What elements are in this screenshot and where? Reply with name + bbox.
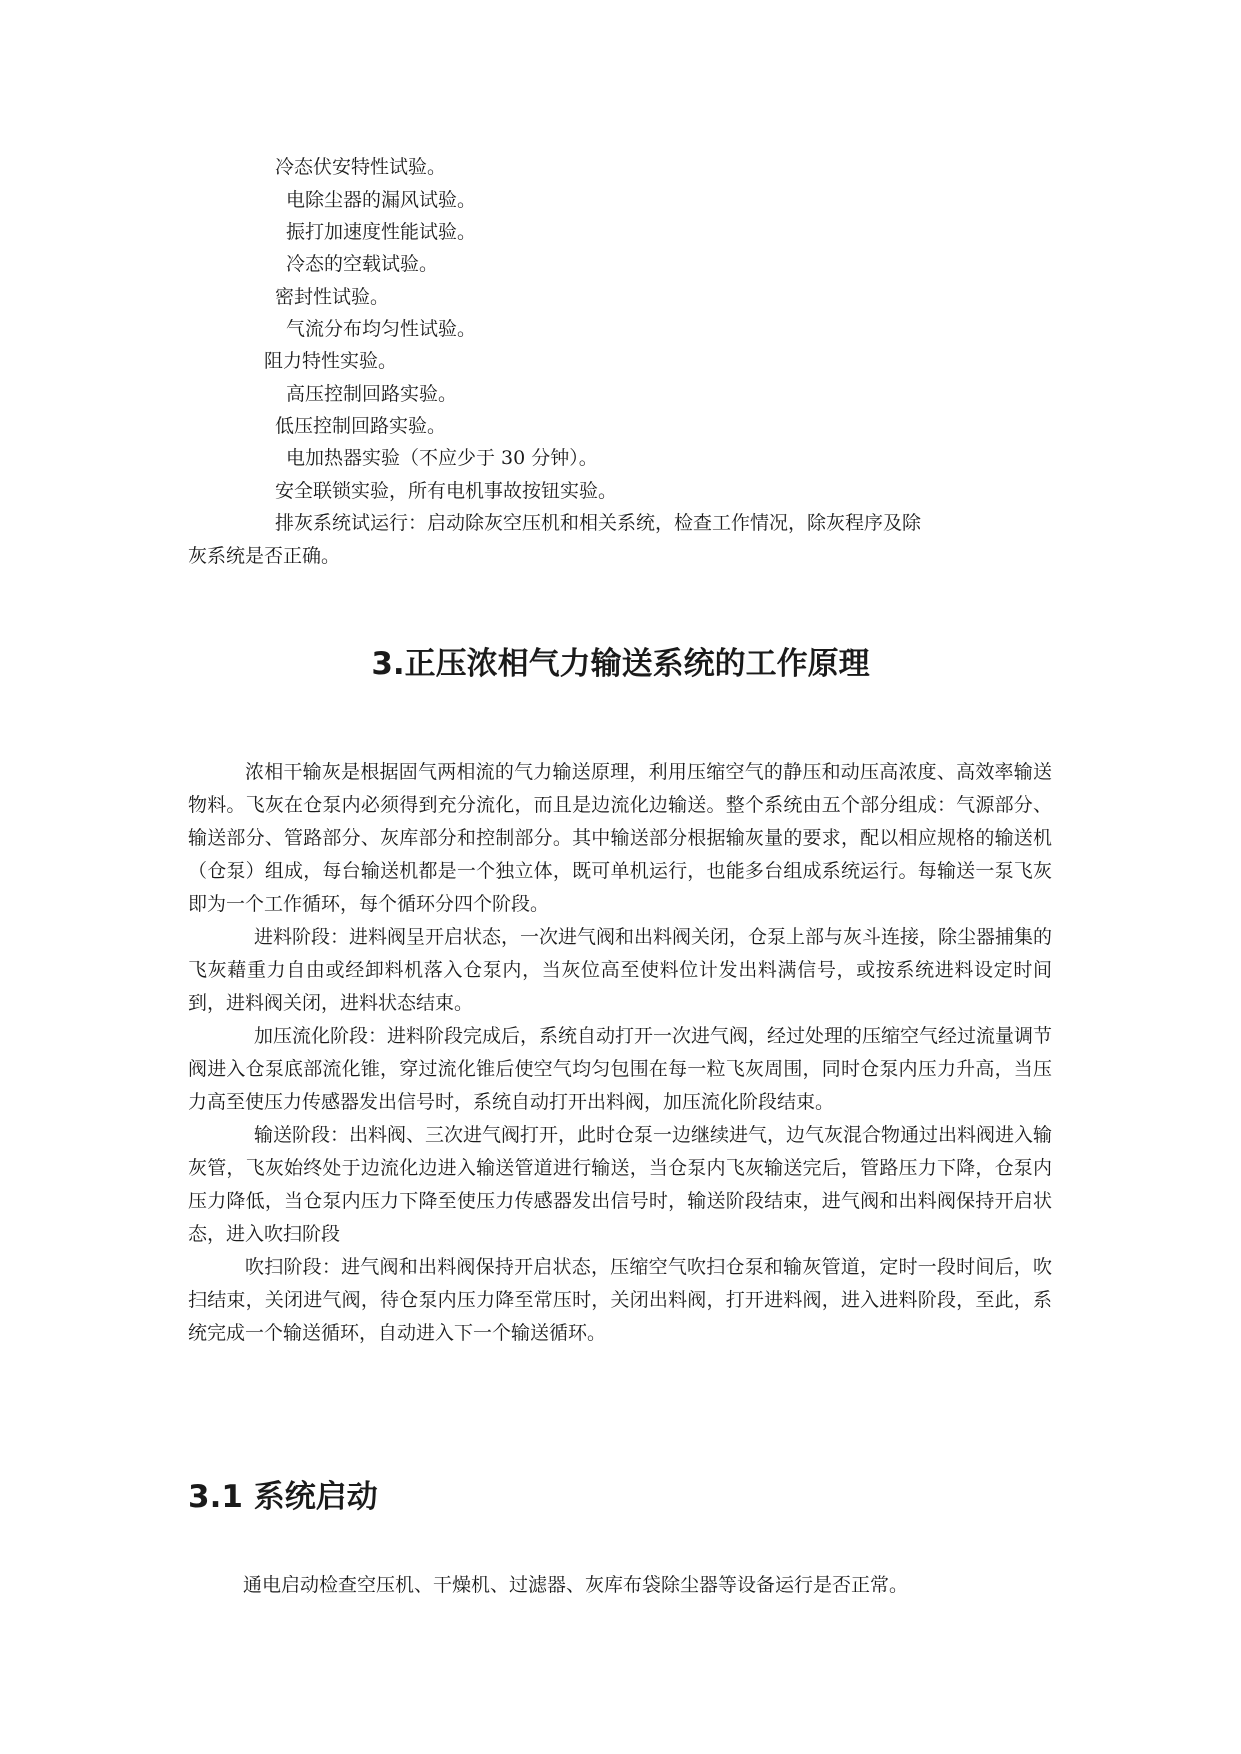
test-item-resistance: 阻力特性实验。 <box>264 350 398 372</box>
purge-stage-paragraph: 吹扫阶段：进气阀和出料阀保持开启状态，压缩空气吹扫仓泵和输灰管道，定时一段时间后，吹扫结束，关闭进气阀，待仓泵内压力降至常压时，关闭出料阀，打开进料阀，进入进料阶段，至此，系统完成一个输送循环，自动进入下一个输送循环。 <box>188 1256 1052 1344</box>
test-item-lv-control: 低压控制回路实验。 <box>275 415 447 437</box>
convey-stage-paragraph: 输送阶段：出料阀、三次进气阀打开，此时仓泵一边继续进气，边气灰混合物通过出料阀进入输灰管，飞灰始终处于边流化边进入输送管道进行输送，当仓泵内飞灰输送完后，管路压力下降，仓泵内压力降低，当仓泵内压力下降至使压力传感器发出信号时，输送阶段结束，进气阀和出料阀保持开启状态，进入吹扫阶段 <box>188 1124 1053 1245</box>
test-item-electric-heater: 电加热器实验（不应少于 30 分钟）。 <box>286 447 598 469</box>
test-item-hv-control: 高压控制回路实验。 <box>286 383 458 405</box>
section-3-1-body: 通电启动检查空压机、干燥机、过滤器、灰库布袋除尘器等设备运行是否正常。 <box>243 1574 909 1596</box>
test-item-cold-volt-ampere: 冷态伏安特性试验。 <box>275 156 447 178</box>
test-item-airflow-distribution: 气流分布均匀性试验。 <box>286 318 477 340</box>
section-3-body <box>188 756 1052 1350</box>
drain-test-line1: 排灰系统试运行：启动除灰空压机和相关系统，检查工作情况，除灰程序及除 <box>275 512 922 534</box>
section-3-heading: 3.正压浓相气力输送系统的工作原理 <box>371 646 870 682</box>
intro-paragraph: 浓相干输灰是根据固气两相流的气力输送原理，利用压缩空气的静压和动压高浓度、高效率输送物料。飞灰在仓泵内必须得到充分流化，而且是边流化边输送。整个系统由五个部分组成：气源部分、输送部分、管路部分、灰库部分和控制部分。其中输送部分根据输灰量的要求，配以相应规格的输送机（仓泵）组成，每台输送机都是一个独立体，既可单机运行，也能多台组成系统运行。每输送一泵飞灰即为一个工作循环，每个循环分四个阶段。 <box>188 761 1052 915</box>
feed-stage-paragraph: 进料阶段：进料阀呈开启状态，一次进气阀和出料阀关闭，仓泵上部与灰斗连接，除尘器捕集的飞灰藉重力自由或经卸料机落入仓泵内，当灰位高至使料位计发出料满信号，或按系统进料设定时间到，进料阀关闭，进料状态结束。 <box>188 926 1053 1014</box>
test-item-safety-interlock: 安全联锁实验，所有电机事故按钮实验。 <box>275 480 618 502</box>
test-item-air-leakage: 电除尘器的漏风试验。 <box>286 189 477 211</box>
section-3-1-heading: 3.1 系统启动 <box>188 1479 378 1515</box>
test-item-cold-no-load: 冷态的空载试验。 <box>286 253 439 275</box>
test-item-sealing: 密封性试验。 <box>275 286 390 308</box>
drain-test-line2: 灰系统是否正确。 <box>188 545 341 567</box>
pressurize-stage-paragraph: 加压流化阶段：进料阶段完成后，系统自动打开一次进气阀，经过处理的压缩空气经过流量调节阀进入仓泵底部流化锥，穿过流化锥后使空气均匀包围在每一粒飞灰周围，同时仓泵内压力升高，当压力高至使压力传感器发出信号时，系统自动打开出料阀，加压流化阶段结束。 <box>188 1025 1053 1113</box>
test-item-rapping-acceleration: 振打加速度性能试验。 <box>286 221 477 243</box>
